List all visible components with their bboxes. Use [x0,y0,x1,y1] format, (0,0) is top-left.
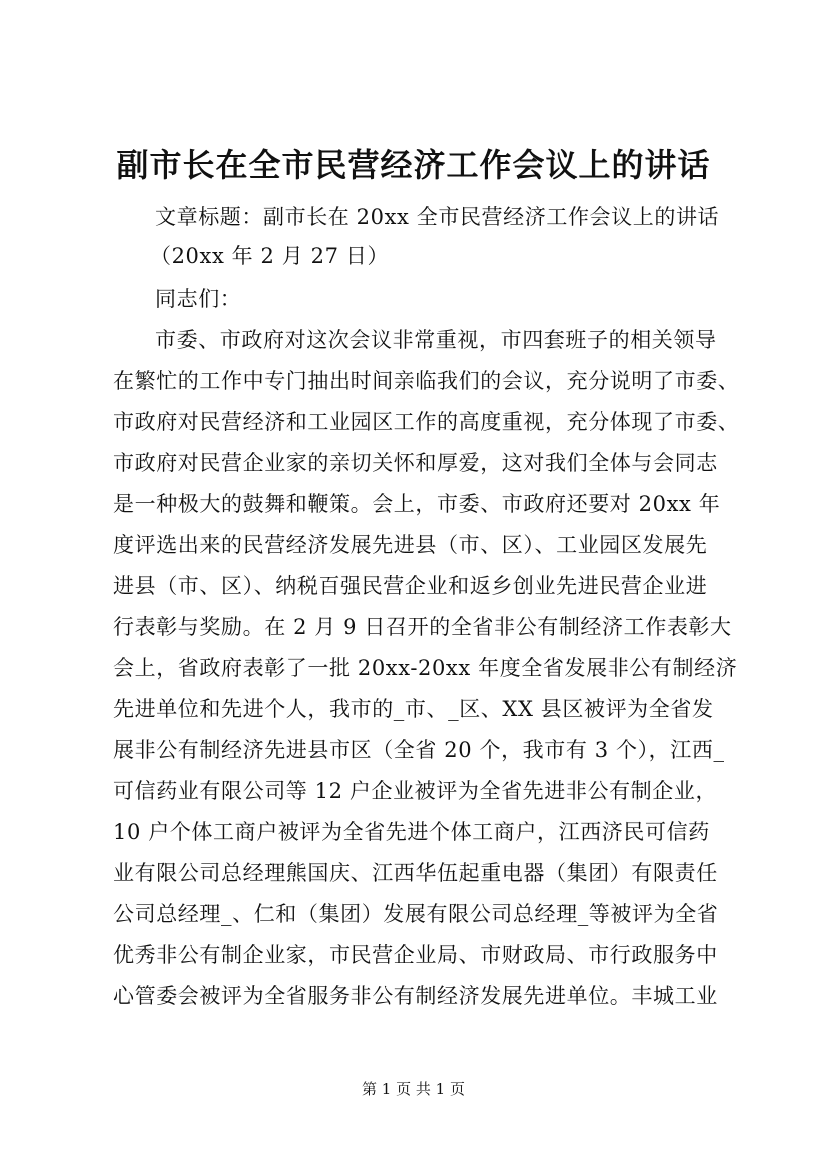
body-line: 心管委会被评为全省服务非公有制经济发展先进单位。丰城工业 [113,984,718,1008]
body-line: 可信药业有限公司等 12 户企业被评为全省先进非公有制企业， [113,779,718,803]
body-line: 市委、市政府对这次会议非常重视，市四套班子的相关领导 [155,328,717,352]
page-footer: 第 1 页 共 1 页 [362,1080,465,1098]
body-line: 公司总经理_、仁和（集团）发展有限公司总经理_等被评为全省 [113,902,719,926]
body-line: 业有限公司总经理熊国庆、江西华伍起重电器（集团）有限责任 [113,861,718,885]
article-title-line: 文章标题：副市长在 20xx 全市民营经济工作会议上的讲话 [155,205,720,229]
body-line: 10 户个体工商户被评为全省先进个体工商户，江西济民可信药 [113,820,710,844]
document-title: 副市长在全市民营经济工作会议上的讲话 [116,146,711,184]
body-line: 市政府对民营经济和工业园区工作的高度重视，充分体现了市委、 [113,410,740,434]
body-line: 进县（市、区）、纳税百强民营企业和返乡创业先进民营企业进 [113,574,708,598]
body-line: 会上，省政府表彰了一批 20xx-20xx 年度全省发展非公有制经济 [113,656,738,680]
salutation: 同志们： [155,287,242,311]
body-line: 市政府对民营企业家的亲切关怀和厚爱，这对我们全体与会同志 [113,451,718,475]
date-line: （20xx 年 2 月 27 日） [150,244,390,268]
body-line: 在繁忙的工作中专门抽出时间亲临我们的会议，充分说明了市委、 [113,369,740,393]
body-line: 优秀非公有制企业家，市民营企业局、市财政局、市行政服务中 [113,943,718,967]
body-line: 先进单位和先进个人，我市的_市、_区、XX 县区被评为全省发 [113,697,714,721]
body-line: 度评选出来的民营经济发展先进县（市、区）、工业园区发展先 [113,533,708,557]
body-line: 是一种极大的鼓舞和鞭策。会上，市委、市政府还要对 20xx 年 [113,492,721,516]
body-line: 行表彰与奖励。在 2 月 9 日召开的全省非公有制经济工作表彰大 [113,615,732,639]
body-line: 展非公有制经济先进县市区（全省 20 个，我市有 3 个），江西_ [113,738,725,762]
